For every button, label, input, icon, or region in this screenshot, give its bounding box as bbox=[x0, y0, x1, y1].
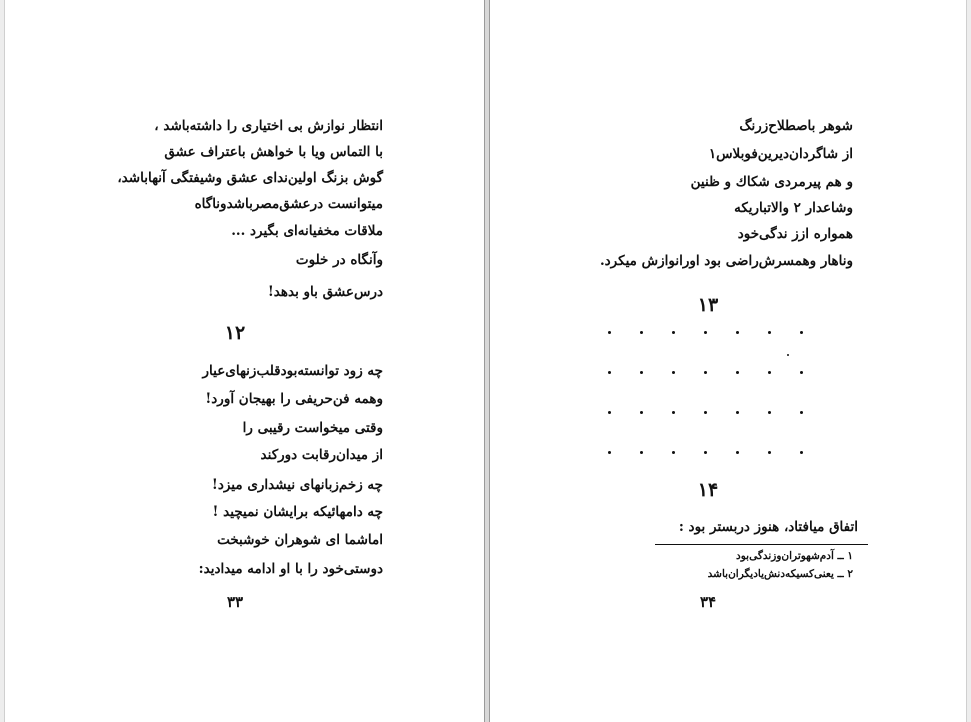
dot bbox=[672, 331, 675, 334]
dot bbox=[768, 371, 771, 374]
verse-line: از میدان‌رقابت دورکند bbox=[260, 447, 383, 463]
dot bbox=[672, 451, 675, 454]
footnote: ۱ ــ آدم‌شهوتران‌وزندگی‌بود bbox=[736, 550, 853, 562]
section-number: ۱۳ bbox=[697, 294, 719, 316]
dot bbox=[608, 451, 611, 454]
section-number: ۱۴ bbox=[697, 479, 719, 501]
dot bbox=[640, 331, 643, 334]
dot bbox=[800, 331, 803, 334]
verse-line: همواره ازز ندگی‌خود bbox=[737, 226, 853, 242]
verse-line: چه دامهائیکه برایشان نمیچید ! bbox=[212, 504, 383, 520]
verse-line: وهمه فن‌حریفی را بهیجان آورد! bbox=[205, 391, 383, 407]
dot bbox=[704, 451, 707, 454]
stray-dot bbox=[787, 354, 793, 360]
dot bbox=[704, 331, 707, 334]
ellipsis-dots-row bbox=[608, 411, 808, 417]
page-number: ۳۴ bbox=[699, 593, 717, 611]
verse-line: و هم پیرمردی شکاك و ظنین bbox=[690, 174, 853, 190]
dot bbox=[736, 371, 739, 374]
dot bbox=[768, 451, 771, 454]
left-page bbox=[4, 0, 485, 722]
dot bbox=[640, 371, 643, 374]
dot bbox=[800, 411, 803, 414]
section-number: ۱۲ bbox=[224, 322, 246, 344]
right-page bbox=[489, 0, 967, 722]
verse-line: اتفاق میافتاد، هنوز دربستر بود : bbox=[678, 519, 858, 535]
verse-line: شوهر باصطلاح‌زرنگ bbox=[739, 118, 853, 134]
dot bbox=[736, 451, 739, 454]
verse-line: دوستی‌خود را با او ادامه میدادید: bbox=[198, 561, 383, 577]
dot bbox=[800, 371, 803, 374]
dot bbox=[768, 331, 771, 334]
dot bbox=[704, 371, 707, 374]
verse-line: چه زخم‌زبانهای نیشداری میزد! bbox=[211, 477, 383, 493]
dot bbox=[736, 331, 739, 334]
verse-line: درس‌عشق باو بدهد! bbox=[267, 284, 383, 300]
verse-line: وشاعدار ۲ والاتباریکه bbox=[734, 200, 853, 216]
dot bbox=[787, 354, 789, 356]
verse-line: گوش بزنگ اولین‌ندای عشق وشیفتگی آنهاباشد، bbox=[117, 170, 383, 186]
dot bbox=[768, 411, 771, 414]
dot bbox=[608, 331, 611, 334]
dot bbox=[640, 451, 643, 454]
ellipsis-dots-row bbox=[608, 451, 808, 457]
verse-line: وقتی میخواست رقیبی را bbox=[242, 420, 383, 436]
verse-line: وآنگاه در خلوت bbox=[295, 252, 383, 268]
verse-line: میتوانست درعشق‌مصرباشدوناگاه bbox=[194, 196, 383, 212]
footnote: ۲ ــ یعنی‌کسیکه‌دنش‌یادیگران‌باشد bbox=[707, 568, 853, 580]
dot bbox=[608, 371, 611, 374]
verse-line: از شاگردان‌دیرین‌فوبلاس۱ bbox=[708, 146, 853, 162]
verse-line: چه زود توانسته‌بودقلب‌زنهای‌عیار bbox=[202, 363, 383, 379]
verse-line: ملاقات مخفیانه‌ای بگیرد ... bbox=[231, 223, 383, 239]
dot bbox=[704, 411, 707, 414]
dot bbox=[672, 371, 675, 374]
verse-line: با التماس ویا با خواهش باعتراف عشق bbox=[164, 144, 383, 160]
dot bbox=[800, 451, 803, 454]
verse-line: وناهار وهمسرش‌راضی بود اورانوازش میکرد. bbox=[599, 253, 853, 269]
ellipsis-dots-row bbox=[608, 371, 808, 377]
footnote-rule bbox=[655, 544, 868, 545]
dot bbox=[640, 411, 643, 414]
page-number: ۳۳ bbox=[226, 593, 244, 611]
dot bbox=[608, 411, 611, 414]
verse-line: انتظار نوازش بی اختیاری را داشته‌باشد ، bbox=[154, 118, 383, 134]
dot bbox=[736, 411, 739, 414]
dot bbox=[672, 411, 675, 414]
ellipsis-dots-row bbox=[608, 331, 808, 337]
verse-line: اماشما ای شوهران خوشبخت bbox=[217, 532, 383, 548]
